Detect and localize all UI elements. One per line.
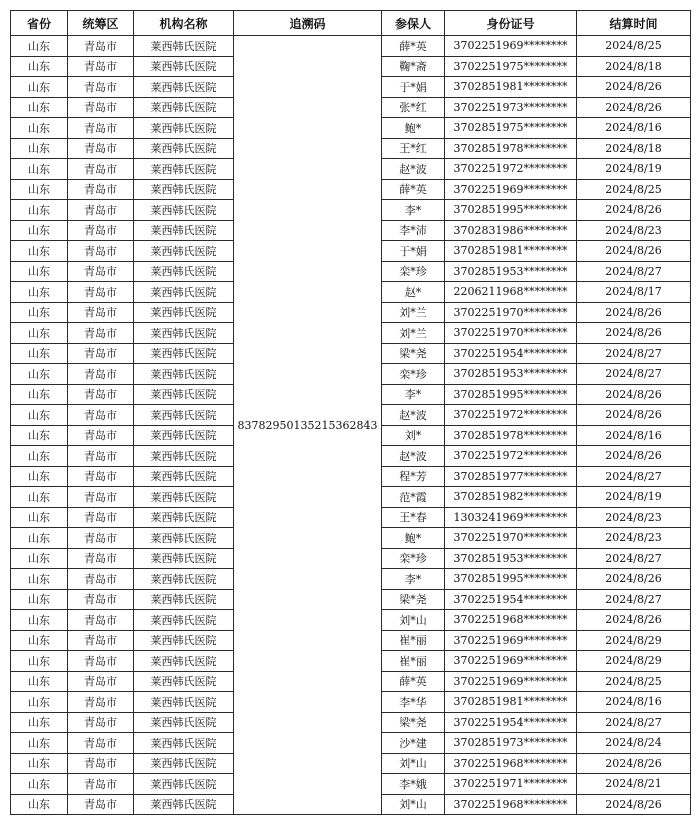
cell-insured-person: 于*娟 xyxy=(382,77,445,98)
cell-insured-person: 赵*波 xyxy=(382,446,445,467)
cell-insured-person: 李* xyxy=(382,384,445,405)
cell-province: 山东 xyxy=(11,446,68,467)
header-province: 省份 xyxy=(11,11,68,36)
cell-institution: 莱西韩氏医院 xyxy=(134,36,234,57)
cell-insured-person: 鞠*斋 xyxy=(382,56,445,77)
cell-institution: 莱西韩氏医院 xyxy=(134,159,234,180)
header-trace-code: 追溯码 xyxy=(234,11,382,36)
cell-institution: 莱西韩氏医院 xyxy=(134,610,234,631)
cell-institution: 莱西韩氏医院 xyxy=(134,671,234,692)
header-institution: 机构名称 xyxy=(134,11,234,36)
table-row xyxy=(11,36,691,57)
cell-settlement-time: 2024/8/29 xyxy=(577,651,691,672)
header-row xyxy=(11,11,691,36)
cell-insured-person: 刘*兰 xyxy=(382,302,445,323)
cell-settlement-time: 2024/8/26 xyxy=(577,405,691,426)
cell-region: 青岛市 xyxy=(68,56,134,77)
cell-settlement-time: 2024/8/27 xyxy=(577,466,691,487)
cell-settlement-time: 2024/8/27 xyxy=(577,712,691,733)
cell-region: 青岛市 xyxy=(68,569,134,590)
cell-id-number: 3702251970******** xyxy=(445,528,577,549)
cell-province: 山东 xyxy=(11,774,68,795)
cell-province: 山东 xyxy=(11,651,68,672)
cell-institution: 莱西韩氏医院 xyxy=(134,118,234,139)
cell-id-number: 3702251972******** xyxy=(445,446,577,467)
cell-region: 青岛市 xyxy=(68,118,134,139)
cell-institution: 莱西韩氏医院 xyxy=(134,179,234,200)
cell-settlement-time: 2024/8/26 xyxy=(577,569,691,590)
cell-insured-person: 刘*山 xyxy=(382,610,445,631)
cell-id-number: 1303241969******** xyxy=(445,507,577,528)
cell-region: 青岛市 xyxy=(68,200,134,221)
cell-settlement-time: 2024/8/18 xyxy=(577,56,691,77)
cell-institution: 莱西韩氏医院 xyxy=(134,466,234,487)
cell-region: 青岛市 xyxy=(68,220,134,241)
cell-id-number: 3702851981******** xyxy=(445,241,577,262)
settlement-table xyxy=(10,10,691,815)
cell-settlement-time: 2024/8/16 xyxy=(577,425,691,446)
cell-insured-person: 刘*兰 xyxy=(382,323,445,344)
cell-province: 山东 xyxy=(11,466,68,487)
cell-id-number: 3702251954******** xyxy=(445,712,577,733)
cell-trace-code: 83782950135215362843 xyxy=(234,36,382,815)
cell-region: 青岛市 xyxy=(68,589,134,610)
cell-insured-person: 薛*英 xyxy=(382,36,445,57)
cell-insured-person: 崔*丽 xyxy=(382,630,445,651)
cell-region: 青岛市 xyxy=(68,302,134,323)
cell-region: 青岛市 xyxy=(68,384,134,405)
cell-region: 青岛市 xyxy=(68,630,134,651)
header-region: 统筹区 xyxy=(68,11,134,36)
cell-province: 山东 xyxy=(11,97,68,118)
cell-settlement-time: 2024/8/26 xyxy=(577,384,691,405)
cell-id-number: 3702251969******** xyxy=(445,671,577,692)
cell-insured-person: 李*华 xyxy=(382,692,445,713)
cell-province: 山东 xyxy=(11,384,68,405)
cell-insured-person: 刘*山 xyxy=(382,794,445,815)
cell-id-number: 3702251970******** xyxy=(445,323,577,344)
cell-province: 山东 xyxy=(11,671,68,692)
cell-insured-person: 李*沛 xyxy=(382,220,445,241)
cell-id-number: 3702851975******** xyxy=(445,118,577,139)
cell-id-number: 3702251973******** xyxy=(445,97,577,118)
cell-province: 山东 xyxy=(11,712,68,733)
cell-institution: 莱西韩氏医院 xyxy=(134,343,234,364)
cell-province: 山东 xyxy=(11,241,68,262)
cell-region: 青岛市 xyxy=(68,651,134,672)
cell-settlement-time: 2024/8/26 xyxy=(577,794,691,815)
cell-province: 山东 xyxy=(11,569,68,590)
cell-insured-person: 栾*珍 xyxy=(382,364,445,385)
cell-insured-person: 范*霞 xyxy=(382,487,445,508)
cell-settlement-time: 2024/8/16 xyxy=(577,118,691,139)
cell-settlement-time: 2024/8/25 xyxy=(577,179,691,200)
cell-id-number: 3702851978******** xyxy=(445,138,577,159)
cell-settlement-time: 2024/8/27 xyxy=(577,548,691,569)
cell-province: 山东 xyxy=(11,405,68,426)
cell-region: 青岛市 xyxy=(68,753,134,774)
cell-id-number: 2206211968******** xyxy=(445,282,577,303)
cell-province: 山东 xyxy=(11,77,68,98)
cell-id-number: 3702851973******** xyxy=(445,733,577,754)
cell-insured-person: 梁*尧 xyxy=(382,589,445,610)
cell-settlement-time: 2024/8/26 xyxy=(577,446,691,467)
cell-region: 青岛市 xyxy=(68,487,134,508)
cell-settlement-time: 2024/8/18 xyxy=(577,138,691,159)
cell-province: 山东 xyxy=(11,507,68,528)
cell-institution: 莱西韩氏医院 xyxy=(134,733,234,754)
cell-institution: 莱西韩氏医院 xyxy=(134,753,234,774)
cell-province: 山东 xyxy=(11,200,68,221)
cell-settlement-time: 2024/8/27 xyxy=(577,343,691,364)
cell-region: 青岛市 xyxy=(68,610,134,631)
cell-insured-person: 赵* xyxy=(382,282,445,303)
cell-province: 山东 xyxy=(11,548,68,569)
cell-province: 山东 xyxy=(11,118,68,139)
cell-province: 山东 xyxy=(11,692,68,713)
cell-region: 青岛市 xyxy=(68,692,134,713)
cell-province: 山东 xyxy=(11,733,68,754)
cell-settlement-time: 2024/8/26 xyxy=(577,753,691,774)
cell-id-number: 3702251970******** xyxy=(445,302,577,323)
cell-settlement-time: 2024/8/19 xyxy=(577,159,691,180)
cell-institution: 莱西韩氏医院 xyxy=(134,56,234,77)
cell-institution: 莱西韩氏医院 xyxy=(134,405,234,426)
cell-insured-person: 李*娥 xyxy=(382,774,445,795)
cell-insured-person: 沙*建 xyxy=(382,733,445,754)
cell-id-number: 3702851995******** xyxy=(445,200,577,221)
cell-id-number: 3702251969******** xyxy=(445,179,577,200)
cell-settlement-time: 2024/8/23 xyxy=(577,528,691,549)
cell-institution: 莱西韩氏医院 xyxy=(134,384,234,405)
cell-id-number: 3702251969******** xyxy=(445,36,577,57)
cell-insured-person: 于*娟 xyxy=(382,241,445,262)
cell-region: 青岛市 xyxy=(68,138,134,159)
cell-id-number: 3702251975******** xyxy=(445,56,577,77)
cell-province: 山东 xyxy=(11,364,68,385)
cell-province: 山东 xyxy=(11,138,68,159)
cell-settlement-time: 2024/8/23 xyxy=(577,507,691,528)
cell-insured-person: 张*红 xyxy=(382,97,445,118)
cell-settlement-time: 2024/8/26 xyxy=(577,323,691,344)
cell-insured-person: 程*芳 xyxy=(382,466,445,487)
cell-province: 山东 xyxy=(11,589,68,610)
cell-region: 青岛市 xyxy=(68,774,134,795)
cell-institution: 莱西韩氏医院 xyxy=(134,630,234,651)
cell-settlement-time: 2024/8/21 xyxy=(577,774,691,795)
cell-id-number: 3702851977******** xyxy=(445,466,577,487)
cell-insured-person: 梁*尧 xyxy=(382,343,445,364)
cell-institution: 莱西韩氏医院 xyxy=(134,487,234,508)
cell-id-number: 3702251972******** xyxy=(445,159,577,180)
cell-insured-person: 刘*山 xyxy=(382,753,445,774)
cell-institution: 莱西韩氏医院 xyxy=(134,569,234,590)
cell-region: 青岛市 xyxy=(68,323,134,344)
cell-region: 青岛市 xyxy=(68,77,134,98)
cell-insured-person: 鲍* xyxy=(382,118,445,139)
cell-region: 青岛市 xyxy=(68,405,134,426)
cell-settlement-time: 2024/8/19 xyxy=(577,487,691,508)
cell-region: 青岛市 xyxy=(68,282,134,303)
cell-settlement-time: 2024/8/26 xyxy=(577,302,691,323)
cell-settlement-time: 2024/8/26 xyxy=(577,610,691,631)
cell-institution: 莱西韩氏医院 xyxy=(134,364,234,385)
cell-institution: 莱西韩氏医院 xyxy=(134,323,234,344)
cell-province: 山东 xyxy=(11,56,68,77)
cell-region: 青岛市 xyxy=(68,425,134,446)
cell-id-number: 3702251969******** xyxy=(445,630,577,651)
cell-id-number: 3702251954******** xyxy=(445,589,577,610)
cell-institution: 莱西韩氏医院 xyxy=(134,794,234,815)
cell-insured-person: 赵*波 xyxy=(382,405,445,426)
cell-id-number: 3702851995******** xyxy=(445,384,577,405)
cell-province: 山东 xyxy=(11,323,68,344)
cell-region: 青岛市 xyxy=(68,548,134,569)
cell-id-number: 3702851953******** xyxy=(445,364,577,385)
cell-settlement-time: 2024/8/27 xyxy=(577,589,691,610)
cell-insured-person: 梁*尧 xyxy=(382,712,445,733)
cell-institution: 莱西韩氏医院 xyxy=(134,446,234,467)
cell-institution: 莱西韩氏医院 xyxy=(134,282,234,303)
cell-id-number: 3702851953******** xyxy=(445,548,577,569)
cell-institution: 莱西韩氏医院 xyxy=(134,528,234,549)
cell-id-number: 3702251972******** xyxy=(445,405,577,426)
cell-institution: 莱西韩氏医院 xyxy=(134,692,234,713)
cell-region: 青岛市 xyxy=(68,364,134,385)
cell-province: 山东 xyxy=(11,220,68,241)
cell-institution: 莱西韩氏医院 xyxy=(134,200,234,221)
cell-province: 山东 xyxy=(11,425,68,446)
cell-institution: 莱西韩氏医院 xyxy=(134,77,234,98)
cell-id-number: 3702251969******** xyxy=(445,651,577,672)
cell-province: 山东 xyxy=(11,302,68,323)
cell-id-number: 3702251968******** xyxy=(445,753,577,774)
cell-institution: 莱西韩氏医院 xyxy=(134,302,234,323)
cell-id-number: 3702251968******** xyxy=(445,610,577,631)
cell-region: 青岛市 xyxy=(68,261,134,282)
cell-province: 山东 xyxy=(11,36,68,57)
cell-insured-person: 王*红 xyxy=(382,138,445,159)
cell-province: 山东 xyxy=(11,794,68,815)
cell-id-number: 3702251968******** xyxy=(445,794,577,815)
cell-settlement-time: 2024/8/25 xyxy=(577,671,691,692)
cell-institution: 莱西韩氏医院 xyxy=(134,548,234,569)
cell-province: 山东 xyxy=(11,753,68,774)
cell-region: 青岛市 xyxy=(68,671,134,692)
cell-insured-person: 崔*丽 xyxy=(382,651,445,672)
cell-settlement-time: 2024/8/16 xyxy=(577,692,691,713)
cell-province: 山东 xyxy=(11,487,68,508)
cell-region: 青岛市 xyxy=(68,507,134,528)
cell-institution: 莱西韩氏医院 xyxy=(134,712,234,733)
cell-id-number: 3702851981******** xyxy=(445,77,577,98)
cell-id-number: 3702851982******** xyxy=(445,487,577,508)
cell-region: 青岛市 xyxy=(68,179,134,200)
cell-institution: 莱西韩氏医院 xyxy=(134,138,234,159)
cell-region: 青岛市 xyxy=(68,241,134,262)
cell-region: 青岛市 xyxy=(68,36,134,57)
cell-id-number: 3702851953******** xyxy=(445,261,577,282)
header-id-number: 身份证号 xyxy=(445,11,577,36)
cell-institution: 莱西韩氏医院 xyxy=(134,241,234,262)
table-body xyxy=(11,36,691,815)
cell-insured-person: 栾*珍 xyxy=(382,548,445,569)
cell-region: 青岛市 xyxy=(68,159,134,180)
cell-province: 山东 xyxy=(11,528,68,549)
cell-region: 青岛市 xyxy=(68,733,134,754)
cell-province: 山东 xyxy=(11,610,68,631)
cell-province: 山东 xyxy=(11,159,68,180)
cell-settlement-time: 2024/8/27 xyxy=(577,364,691,385)
cell-insured-person: 薛*英 xyxy=(382,179,445,200)
cell-settlement-time: 2024/8/24 xyxy=(577,733,691,754)
cell-settlement-time: 2024/8/26 xyxy=(577,77,691,98)
cell-settlement-time: 2024/8/26 xyxy=(577,200,691,221)
header-insured-person: 参保人 xyxy=(382,11,445,36)
cell-settlement-time: 2024/8/17 xyxy=(577,282,691,303)
cell-settlement-time: 2024/8/25 xyxy=(577,36,691,57)
cell-region: 青岛市 xyxy=(68,446,134,467)
cell-insured-person: 李* xyxy=(382,200,445,221)
cell-institution: 莱西韩氏医院 xyxy=(134,774,234,795)
cell-insured-person: 薛*英 xyxy=(382,671,445,692)
cell-settlement-time: 2024/8/27 xyxy=(577,261,691,282)
cell-settlement-time: 2024/8/29 xyxy=(577,630,691,651)
cell-institution: 莱西韩氏医院 xyxy=(134,261,234,282)
cell-province: 山东 xyxy=(11,261,68,282)
cell-institution: 莱西韩氏医院 xyxy=(134,589,234,610)
cell-settlement-time: 2024/8/26 xyxy=(577,97,691,118)
cell-province: 山东 xyxy=(11,630,68,651)
cell-region: 青岛市 xyxy=(68,466,134,487)
cell-institution: 莱西韩氏医院 xyxy=(134,507,234,528)
cell-id-number: 3702851978******** xyxy=(445,425,577,446)
cell-institution: 莱西韩氏医院 xyxy=(134,220,234,241)
cell-insured-person: 赵*波 xyxy=(382,159,445,180)
cell-insured-person: 鲍* xyxy=(382,528,445,549)
cell-id-number: 3702851981******** xyxy=(445,692,577,713)
cell-region: 青岛市 xyxy=(68,712,134,733)
cell-province: 山东 xyxy=(11,282,68,303)
header-settlement-time: 结算时间 xyxy=(577,11,691,36)
cell-region: 青岛市 xyxy=(68,343,134,364)
cell-insured-person: 李* xyxy=(382,569,445,590)
cell-id-number: 3702251971******** xyxy=(445,774,577,795)
cell-insured-person: 栾*珍 xyxy=(382,261,445,282)
cell-province: 山东 xyxy=(11,179,68,200)
cell-institution: 莱西韩氏医院 xyxy=(134,425,234,446)
cell-region: 青岛市 xyxy=(68,794,134,815)
cell-region: 青岛市 xyxy=(68,528,134,549)
cell-institution: 莱西韩氏医院 xyxy=(134,97,234,118)
cell-insured-person: 王*春 xyxy=(382,507,445,528)
cell-settlement-time: 2024/8/23 xyxy=(577,220,691,241)
cell-id-number: 3702831986******** xyxy=(445,220,577,241)
cell-province: 山东 xyxy=(11,343,68,364)
cell-id-number: 3702851995******** xyxy=(445,569,577,590)
cell-insured-person: 刘* xyxy=(382,425,445,446)
cell-institution: 莱西韩氏医院 xyxy=(134,651,234,672)
cell-region: 青岛市 xyxy=(68,97,134,118)
cell-id-number: 3702251954******** xyxy=(445,343,577,364)
cell-settlement-time: 2024/8/26 xyxy=(577,241,691,262)
